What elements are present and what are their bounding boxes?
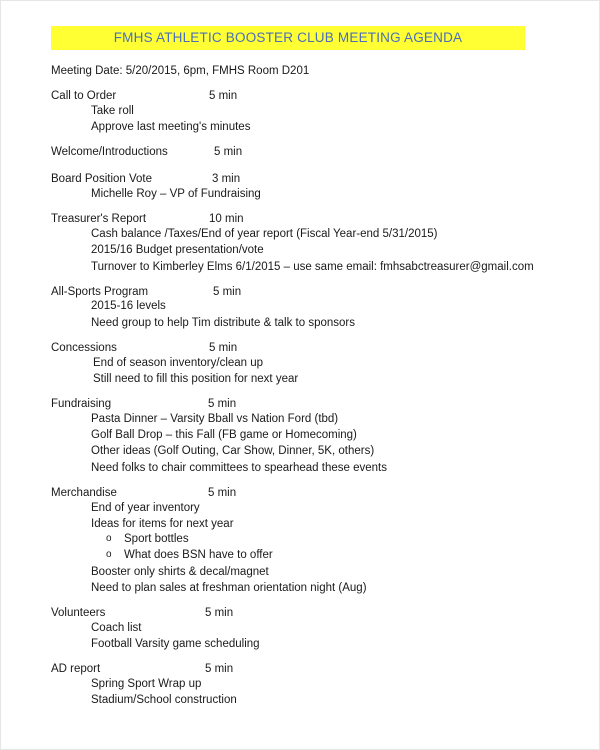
duration-board-vote: 3 min bbox=[212, 173, 241, 185]
section-fundraising: Fundraising bbox=[51, 398, 112, 410]
agenda-item: Need to plan sales at freshman orientation night (Aug) bbox=[91, 582, 367, 594]
duration-treasurer: 10 min bbox=[209, 213, 244, 225]
agenda-item: Need folks to chair committees to spearhead these events bbox=[91, 462, 387, 474]
meeting-date: Meeting Date: 5/20/2015, 6pm, FMHS Room D201 bbox=[51, 65, 310, 77]
section-ad-report: AD report bbox=[51, 663, 101, 675]
agenda-sub-item: What does BSN have to offer bbox=[124, 549, 273, 561]
section-concessions: Concessions bbox=[51, 342, 117, 354]
duration-all-sports: 5 min bbox=[213, 286, 242, 298]
section-volunteers: Volunteers bbox=[51, 607, 106, 619]
agenda-item: Cash balance /Taxes/End of year report (Fiscal Year-end 5/31/2015) bbox=[91, 228, 438, 240]
sub-bullet-icon: o bbox=[106, 533, 112, 544]
agenda-item: 2015/16 Budget presentation/vote bbox=[91, 244, 264, 256]
duration-welcome: 5 min bbox=[214, 146, 243, 158]
duration-merchandise: 5 min bbox=[208, 487, 237, 499]
agenda-item: Need group to help Tim distribute & talk to sponsors bbox=[91, 317, 356, 329]
agenda-item: Still need to fill this position for next year bbox=[93, 373, 299, 385]
agenda-item: Stadium/School construction bbox=[91, 694, 237, 706]
section-treasurer: Treasurer's Report bbox=[51, 213, 147, 225]
duration-call-to-order: 5 min bbox=[209, 90, 238, 102]
section-merchandise: Merchandise bbox=[51, 487, 117, 499]
duration-fundraising: 5 min bbox=[208, 398, 237, 410]
duration-volunteers: 5 min bbox=[205, 607, 234, 619]
agenda-item: Golf Ball Drop – this Fall (FB game or Homecoming) bbox=[91, 429, 357, 441]
agenda-item: Michelle Roy – VP of Fundraising bbox=[91, 188, 261, 200]
sub-bullet-icon: o bbox=[106, 549, 112, 560]
agenda-item: Other ideas (Golf Outing, Car Show, Dinner, 5K, others) bbox=[91, 445, 375, 457]
agenda-item: 2015-16 levels bbox=[91, 300, 166, 312]
section-call-to-order: Call to Order bbox=[51, 90, 117, 102]
agenda-item: Approve last meeting's minutes bbox=[91, 121, 251, 133]
duration-concessions: 5 min bbox=[209, 342, 238, 354]
agenda-item: Pasta Dinner – Varsity Bball vs Nation Ford (tbd) bbox=[91, 413, 339, 425]
agenda-item: End of season inventory/clean up bbox=[93, 357, 264, 369]
duration-ad-report: 5 min bbox=[205, 663, 234, 675]
agenda-item: Coach list bbox=[91, 622, 142, 634]
page-title: FMHS ATHLETIC BOOSTER CLUB MEETING AGENDA bbox=[51, 26, 525, 50]
section-all-sports: All-Sports Program bbox=[51, 286, 149, 298]
agenda-item: Football Varsity game scheduling bbox=[91, 638, 260, 650]
agenda-item: Take roll bbox=[91, 105, 134, 117]
agenda-item: End of year inventory bbox=[91, 502, 200, 514]
agenda-item: Ideas for items for next year bbox=[91, 518, 234, 530]
section-board-vote: Board Position Vote bbox=[51, 173, 153, 185]
agenda-item: Turnover to Kimberley Elms 6/1/2015 – use same email: fmhsabctreasurer@gmail.com bbox=[91, 261, 534, 273]
agenda-item: Booster only shirts & decal/magnet bbox=[91, 566, 269, 578]
agenda-sub-item: Sport bottles bbox=[124, 533, 189, 545]
section-welcome: Welcome/Introductions bbox=[51, 146, 168, 158]
agenda-item: Spring Sport Wrap up bbox=[91, 678, 202, 690]
